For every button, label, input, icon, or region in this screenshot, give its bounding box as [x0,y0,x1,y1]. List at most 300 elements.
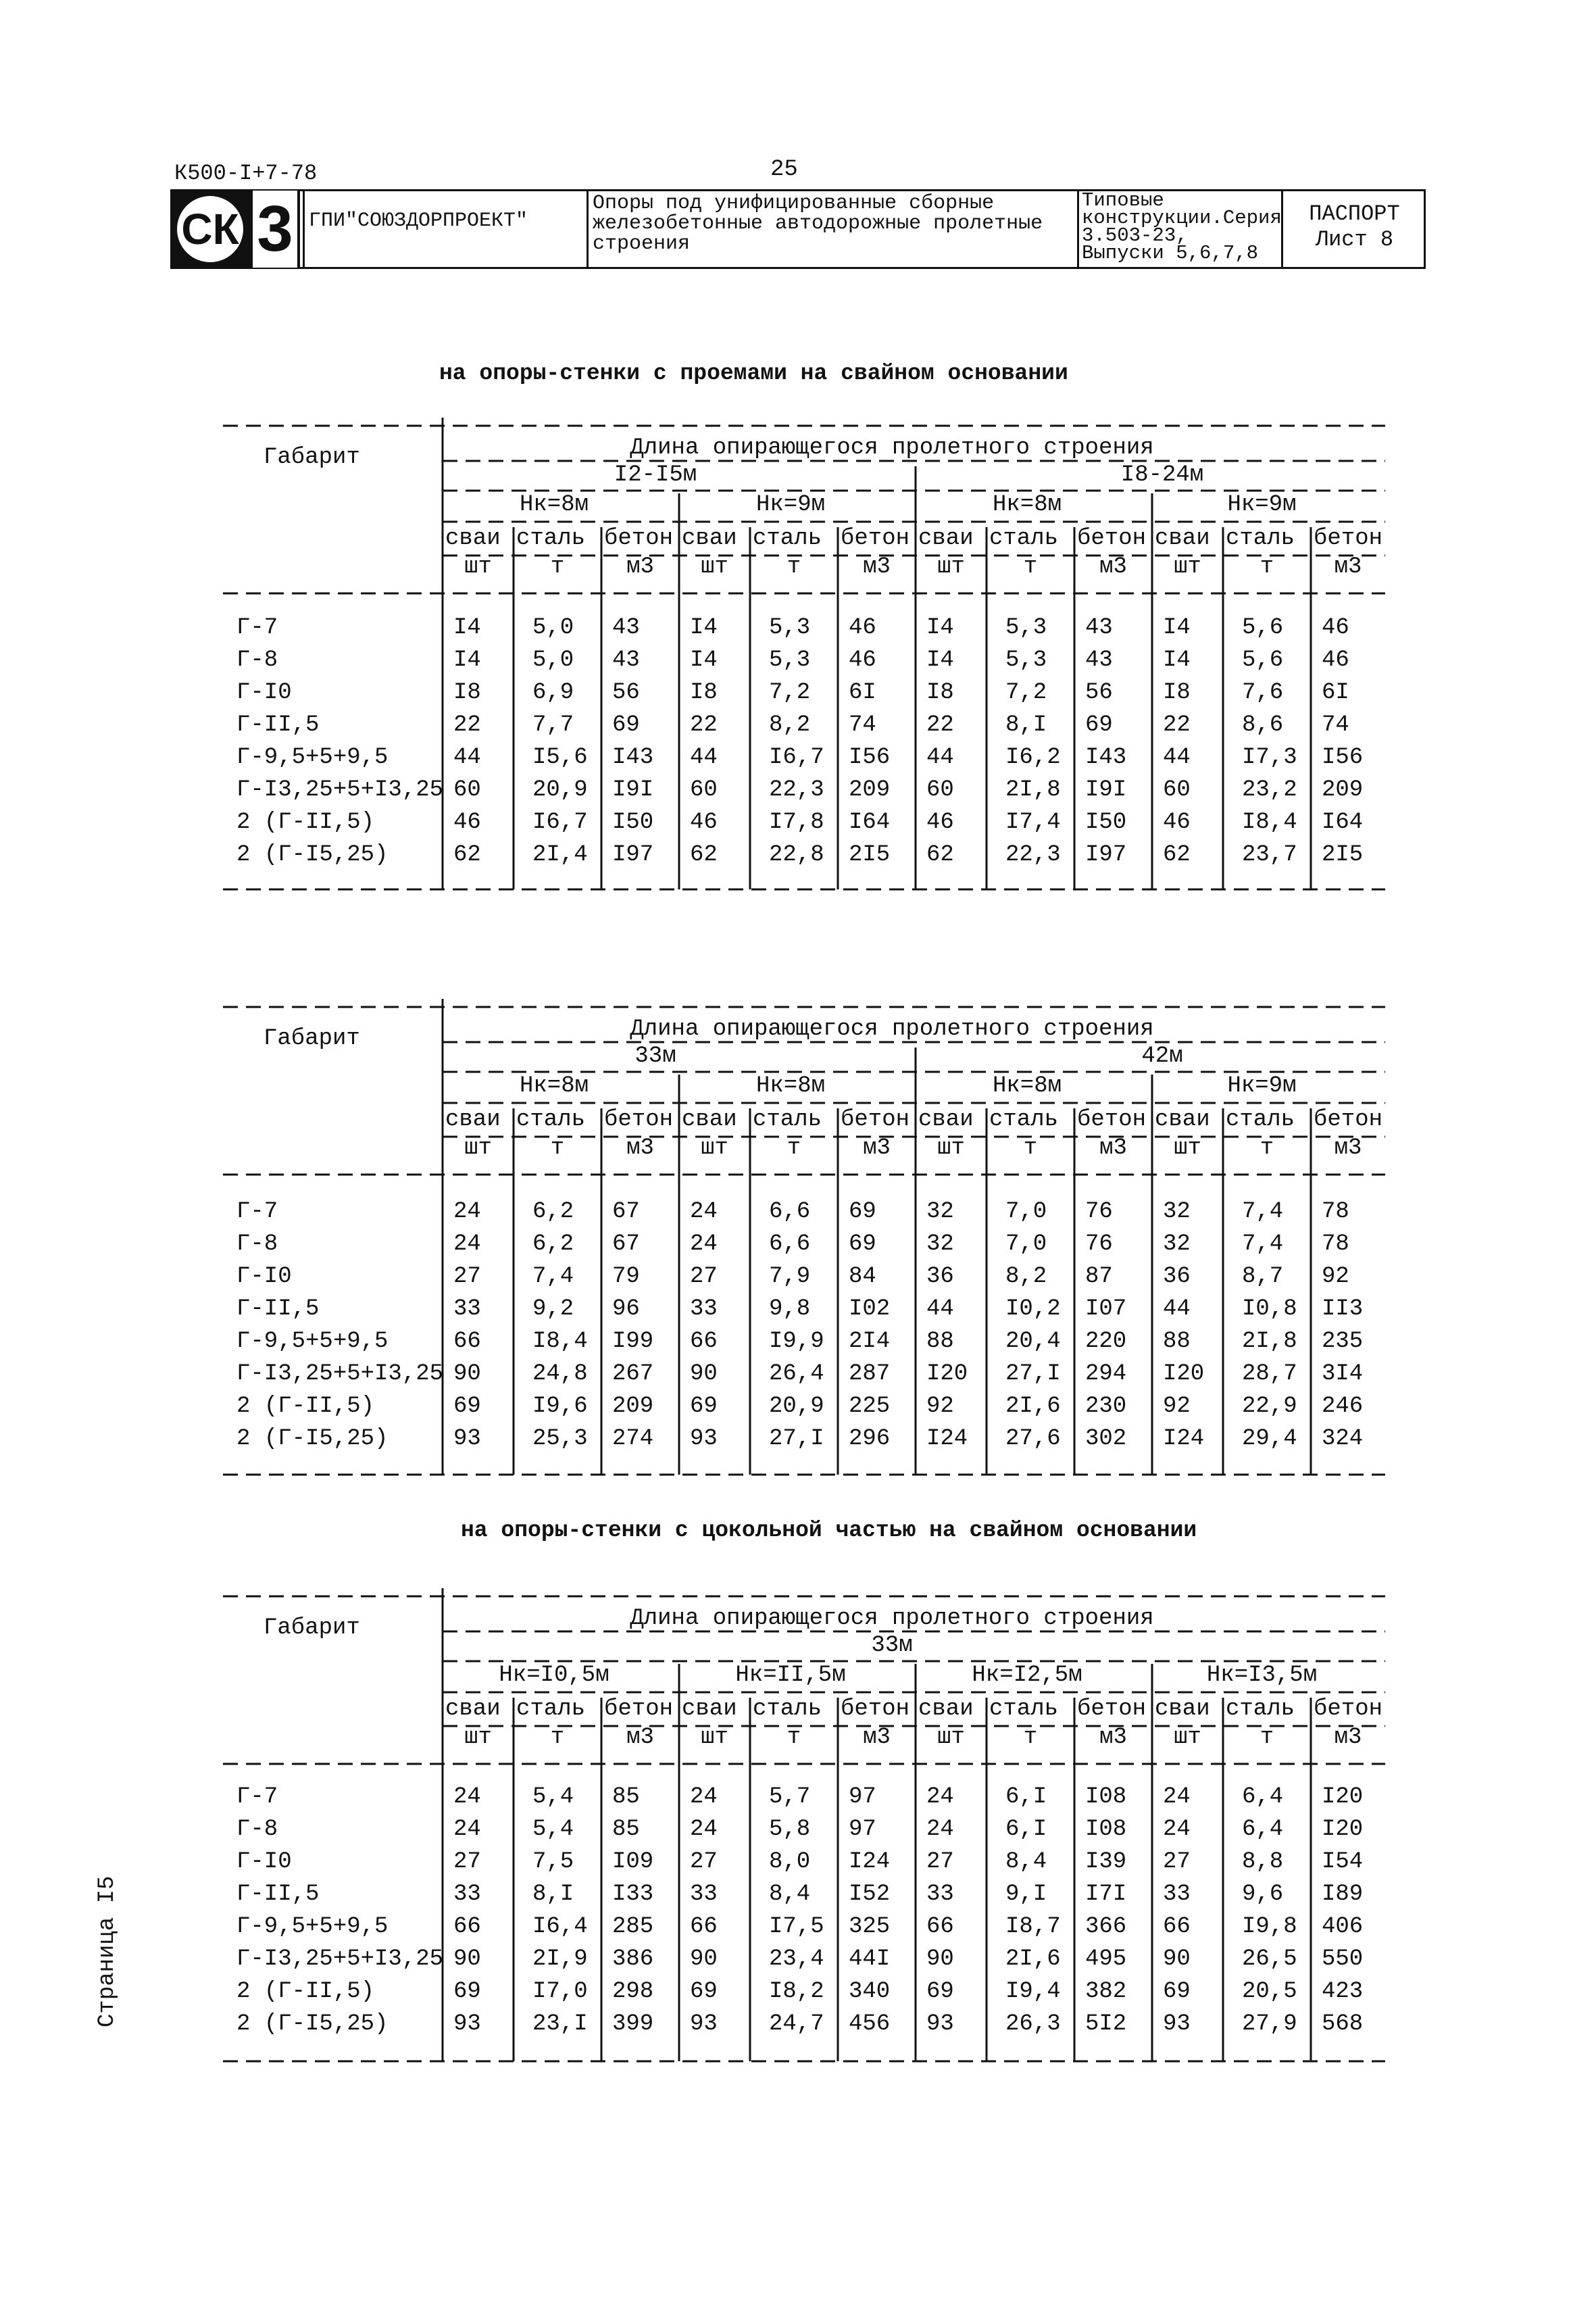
column-name: бетон [1077,1696,1147,1722]
table-cell: 7,9 [769,1264,811,1289]
table-cell: 2I5 [1322,842,1364,868]
column-unit: м3 [1334,1725,1362,1750]
column-unit: шт [701,1725,728,1750]
gabarit-cell: Г-8 [236,1231,278,1257]
table-cell: 20,5 [1242,1979,1297,2004]
table-cell: 69 [926,1979,954,2004]
table-cell: 44 [926,745,954,770]
gabarit-cell: Г-9,5+5+9,5 [236,745,389,770]
column-unit: т [1260,554,1274,580]
table-cell: I43 [612,745,654,770]
column-name: сваи [682,526,737,551]
table-cell: I6,4 [532,1914,588,1940]
column-unit: т [1260,1135,1274,1161]
table-cell: 6,9 [532,680,574,706]
table-cell: 33 [926,1881,954,1907]
table-cell: 28,7 [1242,1361,1297,1387]
table-cell: 2I,8 [1242,1329,1297,1354]
table-cell: 76 [1085,1199,1113,1225]
table-cell: 285 [612,1914,654,1940]
table-cell: 85 [612,1817,640,1842]
table-cell: I9I [1085,777,1127,803]
hk-group-label: Нк=9м [1227,1073,1297,1099]
table-cell: 6,I [1005,1784,1047,1810]
passport-label: ПАСПОРТ [1309,201,1400,226]
gabarit-cell: Г-I3,25+5+I3,25 [236,1361,444,1387]
table-cell: 36 [1163,1264,1191,1289]
column-name: сваи [445,526,501,551]
table-cell: 44I [849,1946,891,1972]
table-cell: I8,4 [532,1329,588,1354]
hk-group-label: Нк=II,5м [735,1663,846,1688]
table-cell: 7,2 [1005,680,1047,706]
column-unit: шт [937,1725,965,1750]
table-cell: 9,I [1005,1881,1047,1907]
table-cell: 230 [1085,1394,1127,1419]
gabarit-cell: 2 (Г-II,5) [236,1979,375,2004]
table-cell: 66 [926,1914,954,1940]
table-cell: 26,3 [1005,2011,1061,2037]
table-cell: 90 [690,1946,718,1972]
table-cell: 43 [612,647,640,673]
logo-text: СК [181,205,239,253]
table-cell: 8,2 [1005,1264,1047,1289]
table-cell: 25,3 [532,1426,588,1452]
table-cell: I50 [612,810,654,835]
span-group-label: I2-I5м [614,462,697,488]
table-cell: 27,9 [1242,2011,1297,2037]
sheet-label: Лист 8 [1315,227,1394,252]
table-cell: I4 [453,615,481,641]
table-cell: 8,8 [1242,1849,1284,1875]
table-cell: 298 [612,1979,654,2004]
table-cell: 550 [1322,1946,1364,1972]
table-cell: 46 [1322,615,1349,641]
table-cell: 340 [849,1979,891,2004]
table-cell: 23,2 [1242,777,1297,803]
table-cell: I8,4 [1242,810,1297,835]
column-name: сваи [1155,1696,1210,1722]
table-cell: 46 [849,647,876,673]
table-cell: I39 [1085,1849,1127,1875]
column-name: сталь [753,1696,822,1722]
table-cell: I8 [690,680,718,706]
table-cell: 20,4 [1005,1329,1061,1354]
table-cell: 44 [926,1296,954,1322]
table-cell: 22 [926,712,954,738]
table-cell: 22 [690,712,718,738]
table-cell: 324 [1322,1426,1364,1452]
column-name: сталь [753,1107,822,1133]
table-cell: 44 [453,745,481,770]
table-cell: 93 [926,2011,954,2037]
table-cell: I6,7 [769,745,824,770]
table-cell: I9,9 [769,1329,824,1354]
span-header: Длина опирающегося пролетного строения [630,1016,1154,1042]
span-group-label: I8-24м [1120,462,1204,488]
table-cell: 66 [453,1329,481,1354]
column-name: сталь [1226,526,1295,551]
hk-group-label: Нк=I0,5м [499,1663,609,1688]
table-cell: I6,2 [1005,745,1061,770]
column-unit: м3 [863,1135,891,1161]
column-name: сваи [445,1696,501,1722]
gabarit-cell: Г-II,5 [236,1296,320,1322]
table-cell: I54 [1322,1849,1364,1875]
column-unit: т [1023,554,1038,580]
table-cell: 8,4 [1005,1849,1047,1875]
column-unit: шт [937,1135,965,1161]
gabarit-cell: Г-8 [236,1817,278,1842]
table-cell: 33 [453,1296,481,1322]
column-name: бетон [604,526,674,551]
table-cell: 9,6 [1242,1881,1284,1907]
column-unit: шт [1174,1725,1201,1750]
table-cell: 24,8 [532,1361,588,1387]
table-cell: I20 [1322,1784,1364,1810]
table-cell: I64 [849,810,891,835]
table-cell: I02 [849,1296,891,1322]
table-cell: 568 [1322,2011,1364,2037]
table-cell: I8,7 [1005,1914,1061,1940]
table-cell: I08 [1085,1784,1127,1810]
table-cell: 27 [690,1264,718,1289]
column-unit: т [787,554,801,580]
table-cell: 7,5 [532,1849,574,1875]
table-cell: 220 [1085,1329,1127,1354]
column-unit: м3 [863,554,891,580]
table-cell: I97 [612,842,654,868]
table-cell: 27 [926,1849,954,1875]
column-name: сталь [1226,1696,1295,1722]
table-cell: 24 [690,1231,718,1257]
hk-group-label: Нк=8м [519,1073,589,1099]
column-unit: м3 [626,1135,654,1161]
table-cell: 74 [849,712,876,738]
gabarit-cell: Г-I3,25+5+I3,25 [236,777,444,803]
table-cell: 46 [1322,647,1349,673]
table-cell: 8,7 [1242,1264,1284,1289]
table-cell: 386 [612,1946,654,1972]
table-cell: 2I5 [849,842,891,868]
table-cell: 267 [612,1361,654,1387]
column-name: бетон [1077,1107,1147,1133]
page-number: 25 [770,157,798,182]
span-header: Длина опирающегося пролетного строения [630,1606,1154,1631]
table-cell: 8,6 [1242,712,1284,738]
table-cell: 97 [849,1784,876,1810]
column-unit: т [1023,1135,1038,1161]
table-cell: I4 [926,615,954,641]
table-cell: 6,2 [532,1231,574,1257]
table-cell: 69 [690,1394,718,1419]
table-cell: 92 [1322,1264,1349,1289]
table-cell: 456 [849,2011,891,2037]
hk-group-label: Нк=I2,5м [972,1663,1082,1688]
table-cell: I09 [612,1849,654,1875]
table-cell: I08 [1085,1817,1127,1842]
column-name: сталь [989,1696,1059,1722]
table-cell: 5,8 [769,1817,811,1842]
table-cell: 46 [926,810,954,835]
document-title: Опоры под унифицированные сборные железобетонные автодорожные пролетные строения [587,189,1077,269]
table-cell: 26,4 [769,1361,824,1387]
table-cell: 85 [612,1784,640,1810]
table-cell: 90 [453,1361,481,1387]
table-cell: 22 [453,712,481,738]
column-unit: т [787,1725,801,1750]
table-cell: 325 [849,1914,891,1940]
table-cell: 44 [1163,745,1191,770]
table-cell: I33 [612,1881,654,1907]
table-cell: 78 [1322,1199,1349,1225]
table-cell: II3 [1322,1296,1364,1322]
table-cell: 69 [1085,712,1113,738]
table-cell: 36 [926,1264,954,1289]
table-cell: 6,I [1005,1817,1047,1842]
column-unit: т [1023,1725,1038,1750]
table-cell: I20 [1322,1817,1364,1842]
table-cell: 46 [849,615,876,641]
table-cell: 22,3 [769,777,824,803]
column-unit: шт [701,1135,728,1161]
table-3-caption: на опоры-стенки с цокольной частью на свайном основании [461,1518,1197,1543]
column-name: бетон [1314,1107,1383,1133]
table-cell: 7,4 [1242,1231,1284,1257]
table-cell: 24 [1163,1784,1191,1810]
column-unit: шт [1174,554,1201,580]
column-name: сталь [989,1107,1059,1133]
table-cell: 24 [690,1199,718,1225]
table-cell: 23,4 [769,1946,824,1972]
table-cell: 88 [926,1329,954,1354]
table-cell: 93 [1163,2011,1191,2037]
table-cell: 2I,6 [1005,1946,1061,1972]
column-name: бетон [841,526,910,551]
table-cell: I8,2 [769,1979,824,2004]
table-cell: 2I4 [849,1329,891,1354]
table-cell: 209 [612,1394,654,1419]
table-cell: 209 [1322,777,1364,803]
table-cell: 69 [1163,1979,1191,2004]
table-cell: 5,0 [532,647,574,673]
table-cell: I50 [1085,810,1127,835]
table-cell: 6I [849,680,876,706]
column-unit: м3 [1099,1725,1127,1750]
gabarit-cell: 2 (Г-II,5) [236,810,375,835]
table-cell: 76 [1085,1231,1113,1257]
column-unit: шт [464,1725,492,1750]
table-cell: 235 [1322,1329,1364,1354]
column-unit: т [1260,1725,1274,1750]
table-cell: 66 [453,1914,481,1940]
table-cell: 5,7 [769,1784,811,1810]
table-cell: 24 [453,1817,481,1842]
table-cell: I7,3 [1242,745,1297,770]
gabarit-cell: Г-7 [236,615,278,641]
column-unit: шт [1174,1135,1201,1161]
table-cell: I8 [1163,680,1191,706]
column-name: сваи [682,1696,737,1722]
table-cell: 296 [849,1426,891,1452]
table-cell: 7,0 [1005,1231,1047,1257]
table-cell: 22 [1163,712,1191,738]
column-name: сваи [918,1696,974,1722]
table-cell: 29,4 [1242,1426,1297,1452]
table-cell: 93 [453,1426,481,1452]
column-name: сталь [516,526,586,551]
table-cell: 92 [1163,1394,1191,1419]
table-cell: 22,9 [1242,1394,1297,1419]
table-cell: 2I,4 [532,842,588,868]
table-cell: 5,4 [532,1784,574,1810]
hk-group-label: Нк=I3,5м [1206,1663,1318,1688]
table-cell: 6,6 [769,1231,811,1257]
table-cell: 495 [1085,1946,1127,1972]
table-cell: 46 [690,810,718,835]
table-cell: 33 [1163,1881,1191,1907]
table-cell: 62 [926,842,954,868]
hk-group-label: Нк=8м [992,1073,1062,1099]
span-group-label: 42м [1141,1043,1183,1069]
column-name: сталь [989,526,1059,551]
table-cell: 46 [1163,810,1191,835]
gabarit-header: Габарит [264,1615,360,1641]
table-cell: 24 [690,1817,718,1842]
table-cell: 225 [849,1394,891,1419]
table-cell: 74 [1322,712,1349,738]
table-cell: 60 [1163,777,1191,803]
gabarit-cell: Г-7 [236,1784,278,1810]
table-cell: 69 [453,1394,481,1419]
table-cell: 8,0 [769,1849,811,1875]
gabarit-header: Габарит [264,1026,360,1052]
column-name: сваи [682,1107,737,1133]
span-group-label: 33м [634,1043,676,1069]
table-cell: 69 [849,1231,876,1257]
table-cell: 79 [612,1264,640,1289]
column-unit: т [550,1725,565,1750]
table-cell: 32 [926,1199,954,1225]
gabarit-cell: 2 (Г-I5,25) [236,2011,389,2037]
table-cell: 67 [612,1199,640,1225]
table-cell: 60 [690,777,718,803]
table-cell: 9,2 [532,1296,574,1322]
table-cell: 7,4 [532,1264,574,1289]
table-cell: 78 [1322,1231,1349,1257]
table-cell: 7,7 [532,712,574,738]
table-cell: 24 [926,1817,954,1842]
column-name: бетон [1077,526,1147,551]
table-cell: 90 [926,1946,954,1972]
column-name: бетон [841,1696,910,1722]
column-name: сваи [445,1107,501,1133]
table-cell: I24 [926,1426,968,1452]
table-cell: 27 [453,1849,481,1875]
gabarit-cell: Г-I3,25+5+I3,25 [236,1946,444,1972]
table-cell: 24 [690,1784,718,1810]
column-name: сваи [918,1107,974,1133]
table-cell: I7I [1085,1881,1127,1907]
table-cell: I20 [1163,1361,1205,1387]
table-cell: I0,8 [1242,1296,1297,1322]
table-cell: 2I,9 [532,1946,588,1972]
table-cell: I20 [926,1361,968,1387]
table-cell: 22,3 [1005,842,1061,868]
table-cell: 366 [1085,1914,1127,1940]
gabarit-cell: 2 (Г-I5,25) [236,842,389,868]
column-name: бетон [604,1107,674,1133]
table-cell: 294 [1085,1361,1127,1387]
gabarit-cell: Г-I0 [236,1849,292,1875]
table-cell: 44 [690,745,718,770]
table-cell: I4 [690,615,718,641]
gabarit-cell: Г-I0 [236,1264,292,1289]
column-name: сваи [918,526,974,551]
table-cell: 27 [1163,1849,1191,1875]
table-cell: 2I,6 [1005,1394,1061,1419]
table-cell: 26,5 [1242,1946,1297,1972]
table-cell: 8,I [532,1881,574,1907]
table-cell: I43 [1085,745,1127,770]
table-cell: 5,0 [532,615,574,641]
table-cell: 3I4 [1322,1361,1364,1387]
table-cell: 90 [1163,1946,1191,1972]
table-cell: I89 [1322,1881,1364,1907]
table-cell: 7,0 [1005,1199,1047,1225]
column-name: сталь [1226,1107,1295,1133]
table-cell: 62 [1163,842,1191,868]
table-cell: 23,7 [1242,842,1297,868]
gabarit-cell: Г-I0 [236,680,292,706]
column-unit: т [787,1135,801,1161]
table-cell: I56 [849,745,891,770]
table-cell: I24 [1163,1426,1205,1452]
table-cell: I97 [1085,842,1127,868]
table-cell: I9,4 [1005,1979,1061,2004]
table-cell: 399 [612,2011,654,2037]
table-cell: 44 [1163,1296,1191,1322]
table-cell: 287 [849,1361,891,1387]
table-cell: 209 [849,777,891,803]
table-cell: I52 [849,1881,891,1907]
table-cell: 24 [453,1784,481,1810]
table-cell: I7,4 [1005,810,1061,835]
table-cell: 69 [690,1979,718,2004]
table-cell: 66 [690,1329,718,1354]
gabarit-cell: Г-8 [236,647,278,673]
table-cell: 24 [1163,1817,1191,1842]
table-cell: 22,8 [769,842,824,868]
table-cell: I64 [1322,810,1364,835]
table-cell: 5,6 [1242,615,1284,641]
span-group-label: 33м [871,1633,913,1658]
table-cell: 32 [926,1231,954,1257]
table-cell: 90 [690,1361,718,1387]
table-cell: 93 [453,2011,481,2037]
column-name: бетон [1314,526,1383,551]
table-cell: I8 [453,680,481,706]
column-name: сталь [516,1696,586,1722]
table-cell: 93 [690,1426,718,1452]
table-cell: 66 [690,1914,718,1940]
gabarit-cell: Г-7 [236,1199,278,1225]
table-cell: 62 [690,842,718,868]
table-cell: 5,4 [532,1817,574,1842]
table-cell: 5,3 [1005,647,1047,673]
table-cell: 43 [1085,647,1113,673]
table-cell: 6,4 [1242,1817,1284,1842]
